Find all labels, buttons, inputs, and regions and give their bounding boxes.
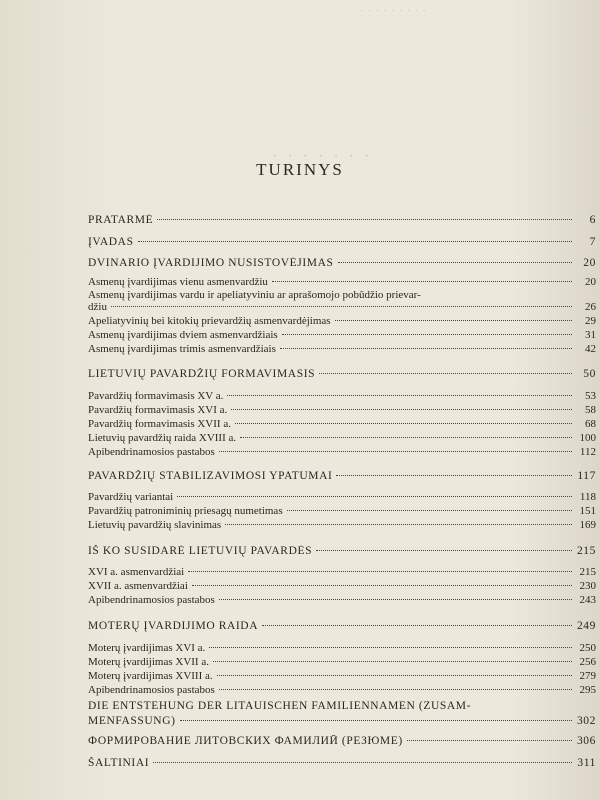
toc-entry-label: ĮVADAS xyxy=(88,236,134,248)
bleed-through-heading: · · · · · · · xyxy=(272,148,373,165)
toc-entry-label: Apibendrinamosios pastabos xyxy=(88,446,215,458)
toc-subentry xyxy=(88,343,596,355)
toc-entry-label: XVI a. asmenvardžiai xyxy=(88,566,185,578)
toc-entry-page: 256 xyxy=(579,656,596,668)
dot-leader xyxy=(272,281,572,282)
dot-leader xyxy=(111,306,572,307)
toc-section-heading xyxy=(88,368,596,380)
toc-entry-page: 53 xyxy=(585,390,596,402)
toc-entry xyxy=(88,214,596,226)
dot-leader xyxy=(219,451,572,452)
toc-entry-label: PRATARMĖ xyxy=(88,214,154,226)
toc-section-heading xyxy=(88,715,596,727)
page-title: TURINYS xyxy=(256,160,344,179)
dot-leader xyxy=(240,437,572,438)
toc-entry-label: MOTERŲ ĮVARDIJIMO RAIDA xyxy=(88,620,259,632)
toc-section-heading xyxy=(88,735,596,747)
toc-entry-label: Asmenų įvardijimas dviem asmenvardžiais xyxy=(88,329,278,341)
dot-leader xyxy=(225,524,572,525)
toc-entry-label: Pavardžių formavimasis XV a. xyxy=(88,390,224,402)
toc-entry-page: 20 xyxy=(583,257,596,269)
toc-entry-label: Asmenų įvardijimas trimis asmenvardžiais xyxy=(88,343,276,355)
toc-subentry xyxy=(88,446,596,458)
toc-subentry xyxy=(88,491,596,503)
toc-subentry xyxy=(88,301,596,313)
toc-subentry xyxy=(88,684,596,696)
dot-leader xyxy=(153,762,572,763)
dot-leader xyxy=(177,496,572,497)
toc-entry-label: Moterų įvardijimas XVIII a. xyxy=(88,670,213,682)
toc-entry-page: 112 xyxy=(579,446,596,458)
dot-leader xyxy=(219,689,572,690)
toc-entry-label: ФОРМИРОВАНИЕ ЛИТОВСКИХ ФАМИЛИЙ (РЕЗЮМЕ) xyxy=(88,735,403,747)
toc-section-heading xyxy=(88,470,596,482)
toc-entry-label: Lietuvių pavardžių slavinimas xyxy=(88,519,222,531)
toc-subentry xyxy=(88,519,596,531)
toc-subentry xyxy=(88,315,596,327)
toc-entry-page: 26 xyxy=(585,301,596,313)
dot-leader xyxy=(219,599,572,600)
dot-leader xyxy=(262,625,572,626)
dot-leader xyxy=(336,475,572,476)
toc-subentry xyxy=(88,329,596,341)
toc-subentry xyxy=(88,566,596,578)
dot-leader xyxy=(138,241,572,242)
dot-leader xyxy=(335,320,572,321)
toc-entry-page: 302 xyxy=(576,715,596,727)
toc-entry-label: Apibendrinamosios pastabos xyxy=(88,594,215,606)
toc-entry-page: 306 xyxy=(576,735,596,747)
toc-entry-page: 50 xyxy=(583,368,596,380)
dot-leader xyxy=(319,373,572,374)
toc-section-heading xyxy=(88,257,596,269)
toc-entry-label: Apibendrinamosios pastabos xyxy=(88,684,215,696)
toc-entry-page: 31 xyxy=(585,329,596,341)
dot-leader xyxy=(188,571,572,572)
toc-subentry xyxy=(88,656,596,668)
toc-subentry xyxy=(88,594,596,606)
dot-leader xyxy=(213,661,572,662)
toc-entry-page: 20 xyxy=(585,276,596,288)
toc-entry-page: 68 xyxy=(585,418,596,430)
toc-entry-label: ŠALTINIAI xyxy=(88,757,150,769)
dot-leader xyxy=(316,550,572,551)
toc-entry-label: Pavardžių variantai xyxy=(88,491,174,503)
toc-entry-page: 118 xyxy=(579,491,596,503)
toc-subentry xyxy=(88,418,596,430)
dot-leader xyxy=(287,510,572,511)
toc-subentry xyxy=(88,505,596,517)
toc-entry-page: 117 xyxy=(577,470,596,482)
toc-entry-label: Pavardžių formavimasis XVII a. xyxy=(88,418,231,430)
dot-leader xyxy=(407,740,572,741)
toc-entry-page: 311 xyxy=(577,757,596,769)
toc-section-heading-line1: DIE ENTSTEHUNG DER LITAUISCHEN FAMILIENNAMEN (ZUSAM- xyxy=(88,700,472,712)
toc-subentry xyxy=(88,580,596,592)
toc-entry-page: 215 xyxy=(576,545,596,557)
toc-entry-page: 58 xyxy=(585,404,596,416)
toc-subentry xyxy=(88,670,596,682)
toc-entry-label: MENFASSUNG) xyxy=(88,715,176,727)
toc-entry-page: 295 xyxy=(579,684,596,696)
toc-entry-page: 42 xyxy=(585,343,596,355)
toc-entry-page: 6 xyxy=(589,214,596,226)
dot-leader xyxy=(231,409,572,410)
toc-subentry-line1: Asmenų įvardijimas vardu ir apeliatyviniu ar aprašomojo pobūdžio prievar- xyxy=(88,289,421,301)
dot-leader xyxy=(338,262,572,263)
toc-subentry xyxy=(88,276,596,288)
toc-subentry xyxy=(88,432,596,444)
toc-entry-page: 215 xyxy=(579,566,596,578)
dot-leader xyxy=(209,647,572,648)
toc-entry-page: 243 xyxy=(579,594,596,606)
toc-entry-label: Asmenų įvardijimas vienu asmenvardžiu xyxy=(88,276,268,288)
toc-entry-label: Apeliatyvinių bei kitokių prievardžių asmenvardėjimas xyxy=(88,315,331,327)
toc-entry-label: Moterų įvardijimas XVII a. xyxy=(88,656,209,668)
dot-leader xyxy=(280,348,572,349)
toc-entry-label: Moterų įvardijimas XVI a. xyxy=(88,642,206,654)
toc-entry-page: 250 xyxy=(579,642,596,654)
dot-leader xyxy=(227,395,572,396)
toc-entry-page: 230 xyxy=(579,580,596,592)
toc-subentry xyxy=(88,390,596,402)
dot-leader xyxy=(180,720,572,721)
bleed-through-text: · · · · · · · · · xyxy=(360,6,427,17)
dot-leader xyxy=(157,219,572,220)
toc-entry-label: PAVARDŽIŲ STABILIZAVIMOSI YPATUMAI xyxy=(88,470,333,482)
dot-leader xyxy=(235,423,572,424)
toc-subentry xyxy=(88,642,596,654)
dot-leader xyxy=(282,334,572,335)
toc-entry-page: 279 xyxy=(579,670,596,682)
toc-entry-label: IŠ KO SUSIDARĖ LIETUVIŲ PAVARDĖS xyxy=(88,545,313,557)
toc-entry-label: LIETUVIŲ PAVARDŽIŲ FORMAVIMASIS xyxy=(88,368,316,380)
toc-entry xyxy=(88,236,596,248)
dot-leader xyxy=(192,585,572,586)
toc-entry-label: Pavardžių formavimasis XVI a. xyxy=(88,404,228,416)
toc-section-heading xyxy=(88,545,596,557)
toc-entry-page: 29 xyxy=(585,315,596,327)
toc-entry-label: DVINARIO ĮVARDIJIMO NUSISTOVĖJIMAS xyxy=(88,257,334,269)
toc-entry-label: džiu xyxy=(88,301,107,313)
toc-entry-label: Lietuvių pavardžių raida XVIII a. xyxy=(88,432,237,444)
toc-entry-page: 7 xyxy=(589,236,596,248)
toc-entry-page: 151 xyxy=(579,505,596,517)
toc-entry-label: Pavardžių patroniminių priesagų numetimas xyxy=(88,505,283,517)
toc-subentry xyxy=(88,404,596,416)
toc-entry-page: 249 xyxy=(576,620,596,632)
dot-leader xyxy=(217,675,572,676)
toc-entry-label: XVII a. asmenvardžiai xyxy=(88,580,188,592)
toc-entry-page: 169 xyxy=(579,519,596,531)
toc-entry-page: 100 xyxy=(579,432,596,444)
toc-section-heading xyxy=(88,757,596,769)
toc-section-heading xyxy=(88,620,596,632)
